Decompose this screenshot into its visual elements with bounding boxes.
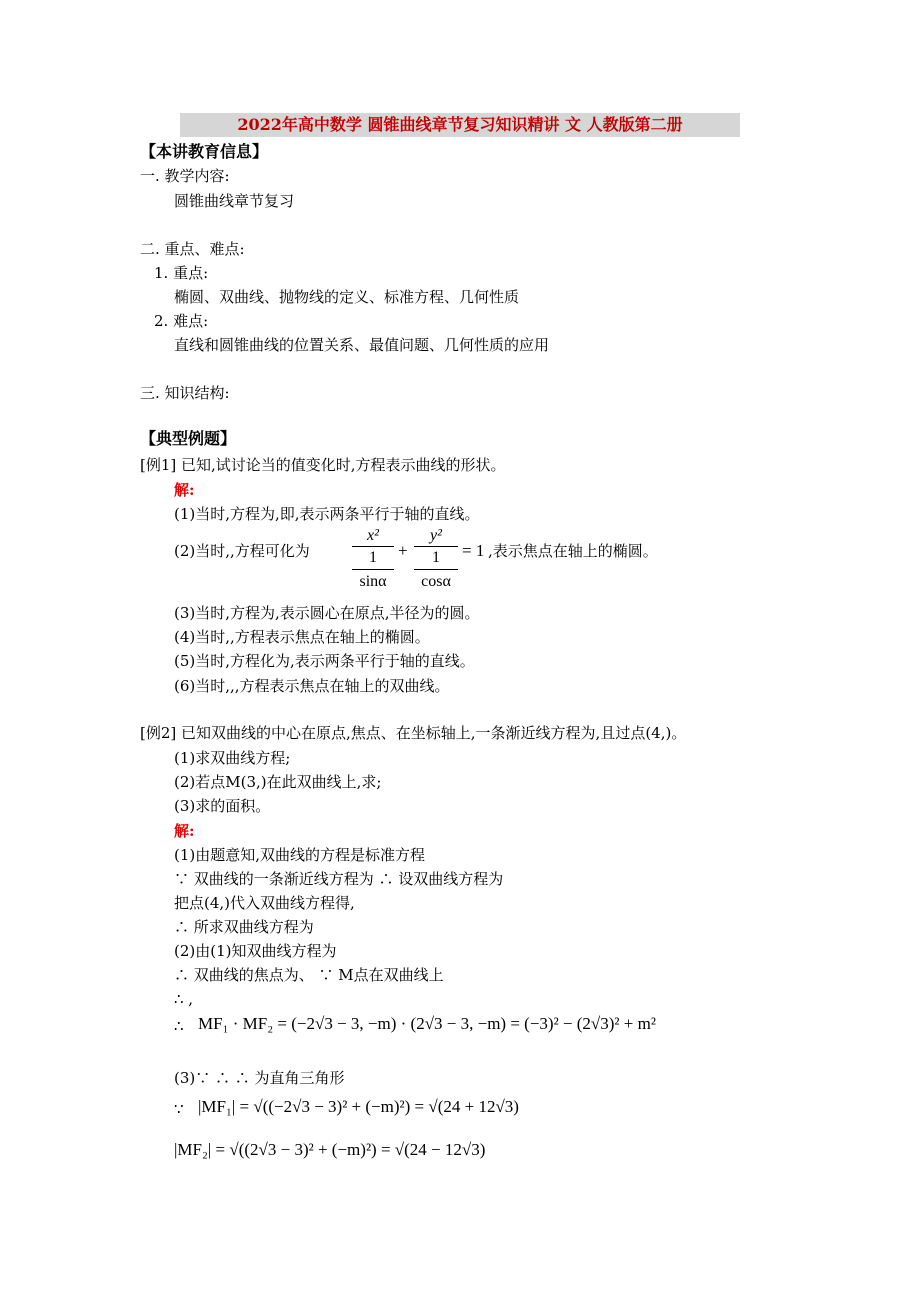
example-2-answer-3: 把点(4,)代入双曲线方程得, [174, 894, 355, 912]
example-2-answer-2: ∵ 双曲线的一条渐近线方程为 ∴ 设双曲线方程为 [174, 870, 504, 888]
difficulties-body: 直线和圆锥曲线的位置关系、最值问题、几何性质的应用 [174, 336, 550, 354]
fraction-2-numerator: y² [430, 527, 442, 544]
example-2-solve-label: 解: [174, 822, 195, 840]
example-2-question: [例2] 已知双曲线的中心在原点,焦点、在坐标轴上,一条渐近线方程为,且过点(4,)。 [140, 724, 687, 742]
example-1-case-6: (6)当时,,,方程表示焦点在轴上的双曲线。 [174, 677, 450, 695]
fraction-2-denominator-bottom: cosα [414, 569, 458, 592]
difficulties-label: 2. 难点: [154, 312, 209, 330]
example-2-answer-5: (2)由(1)知双曲线方程为 [174, 942, 337, 960]
example-1-case-3: (3)当时,方程为,表示圆心在原点,半径为的圆。 [174, 604, 480, 622]
fraction-2-denominator-top: 1 [414, 546, 458, 567]
therefore-symbol: ∴ [174, 1017, 184, 1035]
section-heading-examples: 【典型例题】 [140, 429, 237, 448]
section-1-body: 圆锥曲线章节复习 [174, 192, 295, 210]
example-2-part-2: (2)若点M(3,)在此双曲线上,求; [174, 773, 382, 791]
example-1-question: [例1] 已知,试讨论当的值变化时,方程表示曲线的形状。 [140, 456, 506, 474]
example-2-answer-1: (1)由题意知,双曲线的方程是标准方程 [174, 846, 426, 864]
example-2-answer-4: ∴ 所求双曲线方程为 [174, 918, 314, 936]
example-2-answer-7: ∴ , [174, 990, 194, 1008]
section-2-label: 二. 重点、难点: [140, 240, 245, 258]
plus-sign: + [398, 541, 408, 560]
section-heading-info: 【本讲教育信息】 [140, 142, 269, 161]
example-2-answer-8: (3)∵ ∴ ∴ 为直角三角形 [174, 1069, 345, 1087]
because-symbol: ∵ [174, 1100, 184, 1118]
key-points-body: 椭圆、双曲线、抛物线的定义、标准方程、几何性质 [174, 288, 520, 306]
mf1-length-equation: |MF₁| = √((−2√3 − 3)² + (−m)²) = √(24 + 12√3) [198, 1097, 519, 1116]
example-2-part-1: (1)求双曲线方程; [174, 749, 291, 767]
example-2-answer-6: ∴ 双曲线的焦点为、 ∵ M点在双曲线上 [174, 966, 444, 984]
fraction-x-squared [352, 526, 394, 592]
example-1-case-5: (5)当时,方程化为,表示两条平行于轴的直线。 [174, 652, 475, 670]
key-points-label: 1. 重点: [154, 264, 209, 282]
section-1-label: 一. 教学内容: [140, 167, 230, 185]
example-1-case-2-prefix: (2)当时,,方程可化为 [174, 542, 310, 560]
example-1-case-2-suffix: ,表示焦点在轴上的椭圆。 [488, 542, 658, 560]
fraction-1-denominator-bottom: sinα [352, 569, 394, 592]
fraction-y-squared [414, 526, 458, 592]
example-2-part-3: (3)求的面积。 [174, 797, 271, 815]
dot-product-equation: MF₁ · MF₂ = (−2√3 − 3, −m) · (2√3 − 3, −m) = (−3)² − (2√3)² + m² [198, 1014, 656, 1033]
section-3-label: 三. 知识结构: [140, 384, 230, 402]
fraction-1-denominator-top: 1 [352, 546, 394, 567]
document-title: 2022年高中数学 圆锥曲线章节复习知识精讲 文 人教版第二册 [180, 113, 740, 137]
mf2-length-equation: |MF₂| = √((2√3 − 3)² + (−m)²) = √(24 − 12√3) [174, 1140, 486, 1159]
example-1-case-4: (4)当时,,方程表示焦点在轴上的椭圆。 [174, 628, 430, 646]
equals-one: = 1 [462, 541, 485, 560]
example-1-solve-label: 解: [174, 481, 195, 499]
example-1-case-1: (1)当时,方程为,即,表示两条平行于轴的直线。 [174, 505, 480, 523]
fraction-1-numerator: x² [367, 527, 379, 544]
